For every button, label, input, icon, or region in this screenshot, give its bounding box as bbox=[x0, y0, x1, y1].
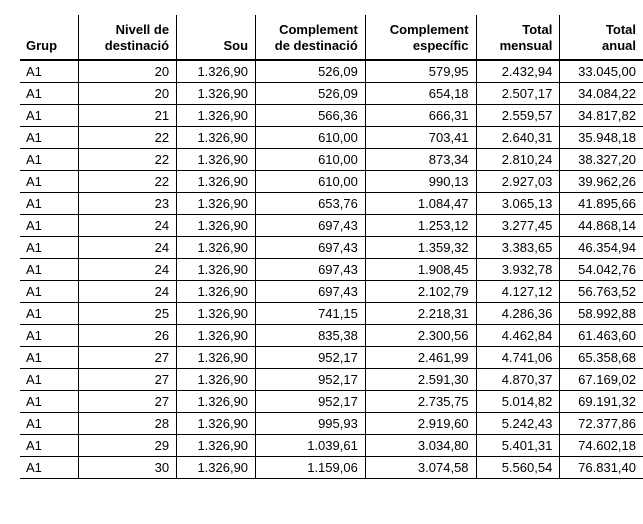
cell-sou: 1.326,90 bbox=[177, 303, 256, 325]
header-complement-especific: Complement específic bbox=[365, 15, 476, 60]
cell-total-anual: 35.948,18 bbox=[560, 127, 643, 149]
cell-sou: 1.326,90 bbox=[177, 259, 256, 281]
cell-grup: A1 bbox=[20, 347, 78, 369]
cell-total-mensual: 2.640,31 bbox=[476, 127, 560, 149]
header-nivell-destinacio: Nivell de destinació bbox=[78, 15, 177, 60]
table-row bbox=[20, 215, 643, 237]
cell-complement-especific: 2.461,99 bbox=[365, 347, 476, 369]
cell-complement-destinacio: 697,43 bbox=[256, 259, 366, 281]
cell-total-mensual: 3.383,65 bbox=[476, 237, 560, 259]
cell-total-anual: 33.045,00 bbox=[560, 60, 643, 83]
table-row bbox=[20, 391, 643, 413]
cell-total-anual: 41.895,66 bbox=[560, 193, 643, 215]
cell-sou: 1.326,90 bbox=[177, 215, 256, 237]
cell-total-anual: 38.327,20 bbox=[560, 149, 643, 171]
cell-grup: A1 bbox=[20, 149, 78, 171]
cell-total-mensual: 3.932,78 bbox=[476, 259, 560, 281]
cell-sou: 1.326,90 bbox=[177, 60, 256, 83]
cell-complement-destinacio: 952,17 bbox=[256, 391, 366, 413]
cell-grup: A1 bbox=[20, 215, 78, 237]
cell-complement-especific: 1.084,47 bbox=[365, 193, 476, 215]
cell-sou: 1.326,90 bbox=[177, 347, 256, 369]
table-row bbox=[20, 325, 643, 347]
cell-grup: A1 bbox=[20, 281, 78, 303]
cell-nivell: 24 bbox=[78, 215, 177, 237]
cell-total-mensual: 4.286,36 bbox=[476, 303, 560, 325]
cell-sou: 1.326,90 bbox=[177, 369, 256, 391]
cell-total-mensual: 4.741,06 bbox=[476, 347, 560, 369]
cell-nivell: 26 bbox=[78, 325, 177, 347]
table-row bbox=[20, 193, 643, 215]
cell-total-mensual: 2.559,57 bbox=[476, 105, 560, 127]
cell-sou: 1.326,90 bbox=[177, 325, 256, 347]
cell-sou: 1.326,90 bbox=[177, 127, 256, 149]
table-row bbox=[20, 105, 643, 127]
cell-nivell: 27 bbox=[78, 347, 177, 369]
cell-complement-especific: 2.300,56 bbox=[365, 325, 476, 347]
cell-complement-destinacio: 1.039,61 bbox=[256, 435, 366, 457]
cell-total-mensual: 2.507,17 bbox=[476, 83, 560, 105]
cell-total-anual: 34.084,22 bbox=[560, 83, 643, 105]
table-row bbox=[20, 303, 643, 325]
cell-complement-especific: 2.102,79 bbox=[365, 281, 476, 303]
cell-grup: A1 bbox=[20, 127, 78, 149]
cell-grup: A1 bbox=[20, 193, 78, 215]
table-row bbox=[20, 237, 643, 259]
cell-complement-especific: 1.908,45 bbox=[365, 259, 476, 281]
cell-sou: 1.326,90 bbox=[177, 83, 256, 105]
cell-total-anual: 65.358,68 bbox=[560, 347, 643, 369]
cell-grup: A1 bbox=[20, 325, 78, 347]
cell-complement-destinacio: 1.159,06 bbox=[256, 457, 366, 479]
cell-complement-destinacio: 697,43 bbox=[256, 237, 366, 259]
cell-complement-destinacio: 741,15 bbox=[256, 303, 366, 325]
cell-grup: A1 bbox=[20, 105, 78, 127]
cell-total-anual: 76.831,40 bbox=[560, 457, 643, 479]
cell-complement-especific: 654,18 bbox=[365, 83, 476, 105]
cell-complement-especific: 579,95 bbox=[365, 60, 476, 83]
cell-complement-destinacio: 697,43 bbox=[256, 281, 366, 303]
cell-total-anual: 61.463,60 bbox=[560, 325, 643, 347]
cell-total-mensual: 5.014,82 bbox=[476, 391, 560, 413]
cell-nivell: 27 bbox=[78, 391, 177, 413]
cell-total-anual: 46.354,94 bbox=[560, 237, 643, 259]
cell-grup: A1 bbox=[20, 369, 78, 391]
cell-total-mensual: 5.560,54 bbox=[476, 457, 560, 479]
cell-complement-especific: 3.074,58 bbox=[365, 457, 476, 479]
cell-total-anual: 44.868,14 bbox=[560, 215, 643, 237]
cell-complement-especific: 873,34 bbox=[365, 149, 476, 171]
cell-total-anual: 54.042,76 bbox=[560, 259, 643, 281]
cell-total-mensual: 2.810,24 bbox=[476, 149, 560, 171]
cell-complement-destinacio: 526,09 bbox=[256, 83, 366, 105]
cell-nivell: 25 bbox=[78, 303, 177, 325]
cell-complement-especific: 2.919,60 bbox=[365, 413, 476, 435]
cell-nivell: 23 bbox=[78, 193, 177, 215]
table-row bbox=[20, 171, 643, 193]
cell-nivell: 22 bbox=[78, 171, 177, 193]
cell-complement-especific: 3.034,80 bbox=[365, 435, 476, 457]
table-row bbox=[20, 259, 643, 281]
cell-complement-destinacio: 610,00 bbox=[256, 127, 366, 149]
cell-total-anual: 67.169,02 bbox=[560, 369, 643, 391]
cell-sou: 1.326,90 bbox=[177, 413, 256, 435]
cell-complement-destinacio: 566,36 bbox=[256, 105, 366, 127]
salary-table-container bbox=[20, 15, 643, 479]
cell-grup: A1 bbox=[20, 457, 78, 479]
cell-sou: 1.326,90 bbox=[177, 435, 256, 457]
cell-complement-destinacio: 653,76 bbox=[256, 193, 366, 215]
cell-total-mensual: 3.065,13 bbox=[476, 193, 560, 215]
cell-complement-especific: 2.735,75 bbox=[365, 391, 476, 413]
header-sou: Sou bbox=[177, 15, 256, 60]
cell-total-anual: 34.817,82 bbox=[560, 105, 643, 127]
cell-complement-especific: 2.591,30 bbox=[365, 369, 476, 391]
cell-total-anual: 69.191,32 bbox=[560, 391, 643, 413]
cell-grup: A1 bbox=[20, 435, 78, 457]
cell-nivell: 20 bbox=[78, 60, 177, 83]
cell-grup: A1 bbox=[20, 259, 78, 281]
cell-total-mensual: 5.242,43 bbox=[476, 413, 560, 435]
cell-sou: 1.326,90 bbox=[177, 105, 256, 127]
cell-sou: 1.326,90 bbox=[177, 193, 256, 215]
header-grup: Grup bbox=[20, 15, 78, 60]
cell-grup: A1 bbox=[20, 237, 78, 259]
cell-sou: 1.326,90 bbox=[177, 457, 256, 479]
table-row bbox=[20, 435, 643, 457]
cell-sou: 1.326,90 bbox=[177, 281, 256, 303]
cell-nivell: 21 bbox=[78, 105, 177, 127]
cell-complement-destinacio: 526,09 bbox=[256, 60, 366, 83]
cell-sou: 1.326,90 bbox=[177, 171, 256, 193]
table-body bbox=[20, 60, 643, 479]
table-row bbox=[20, 149, 643, 171]
cell-total-mensual: 5.401,31 bbox=[476, 435, 560, 457]
cell-complement-destinacio: 952,17 bbox=[256, 347, 366, 369]
cell-complement-especific: 1.253,12 bbox=[365, 215, 476, 237]
table-row bbox=[20, 60, 643, 83]
cell-complement-destinacio: 697,43 bbox=[256, 215, 366, 237]
cell-grup: A1 bbox=[20, 391, 78, 413]
cell-complement-especific: 1.359,32 bbox=[365, 237, 476, 259]
cell-nivell: 30 bbox=[78, 457, 177, 479]
cell-grup: A1 bbox=[20, 83, 78, 105]
table-row bbox=[20, 457, 643, 479]
cell-complement-especific: 666,31 bbox=[365, 105, 476, 127]
cell-total-mensual: 4.462,84 bbox=[476, 325, 560, 347]
cell-grup: A1 bbox=[20, 303, 78, 325]
table-row bbox=[20, 413, 643, 435]
header-total-anual: Total anual bbox=[560, 15, 643, 60]
cell-total-anual: 72.377,86 bbox=[560, 413, 643, 435]
cell-nivell: 22 bbox=[78, 127, 177, 149]
table-row bbox=[20, 347, 643, 369]
cell-nivell: 28 bbox=[78, 413, 177, 435]
cell-complement-destinacio: 610,00 bbox=[256, 171, 366, 193]
cell-complement-destinacio: 835,38 bbox=[256, 325, 366, 347]
salary-table bbox=[20, 15, 643, 479]
table-row bbox=[20, 127, 643, 149]
cell-total-anual: 39.962,26 bbox=[560, 171, 643, 193]
cell-total-anual: 58.992,88 bbox=[560, 303, 643, 325]
cell-grup: A1 bbox=[20, 60, 78, 83]
cell-sou: 1.326,90 bbox=[177, 391, 256, 413]
cell-complement-destinacio: 995,93 bbox=[256, 413, 366, 435]
cell-nivell: 22 bbox=[78, 149, 177, 171]
cell-complement-especific: 703,41 bbox=[365, 127, 476, 149]
header-row bbox=[20, 15, 643, 60]
cell-nivell: 29 bbox=[78, 435, 177, 457]
cell-grup: A1 bbox=[20, 171, 78, 193]
header-complement-destinacio: Complement de destinació bbox=[256, 15, 366, 60]
cell-nivell: 20 bbox=[78, 83, 177, 105]
table-row bbox=[20, 369, 643, 391]
cell-total-mensual: 4.870,37 bbox=[476, 369, 560, 391]
cell-sou: 1.326,90 bbox=[177, 149, 256, 171]
table-header bbox=[20, 15, 643, 60]
cell-complement-especific: 2.218,31 bbox=[365, 303, 476, 325]
cell-complement-especific: 990,13 bbox=[365, 171, 476, 193]
cell-nivell: 24 bbox=[78, 281, 177, 303]
table-row bbox=[20, 281, 643, 303]
cell-sou: 1.326,90 bbox=[177, 237, 256, 259]
cell-total-mensual: 2.927,03 bbox=[476, 171, 560, 193]
cell-complement-destinacio: 952,17 bbox=[256, 369, 366, 391]
cell-total-anual: 56.763,52 bbox=[560, 281, 643, 303]
cell-nivell: 27 bbox=[78, 369, 177, 391]
cell-total-mensual: 2.432,94 bbox=[476, 60, 560, 83]
cell-total-mensual: 4.127,12 bbox=[476, 281, 560, 303]
cell-grup: A1 bbox=[20, 413, 78, 435]
cell-total-anual: 74.602,18 bbox=[560, 435, 643, 457]
table-row bbox=[20, 83, 643, 105]
cell-total-mensual: 3.277,45 bbox=[476, 215, 560, 237]
cell-nivell: 24 bbox=[78, 259, 177, 281]
cell-nivell: 24 bbox=[78, 237, 177, 259]
header-total-mensual: Total mensual bbox=[476, 15, 560, 60]
cell-complement-destinacio: 610,00 bbox=[256, 149, 366, 171]
